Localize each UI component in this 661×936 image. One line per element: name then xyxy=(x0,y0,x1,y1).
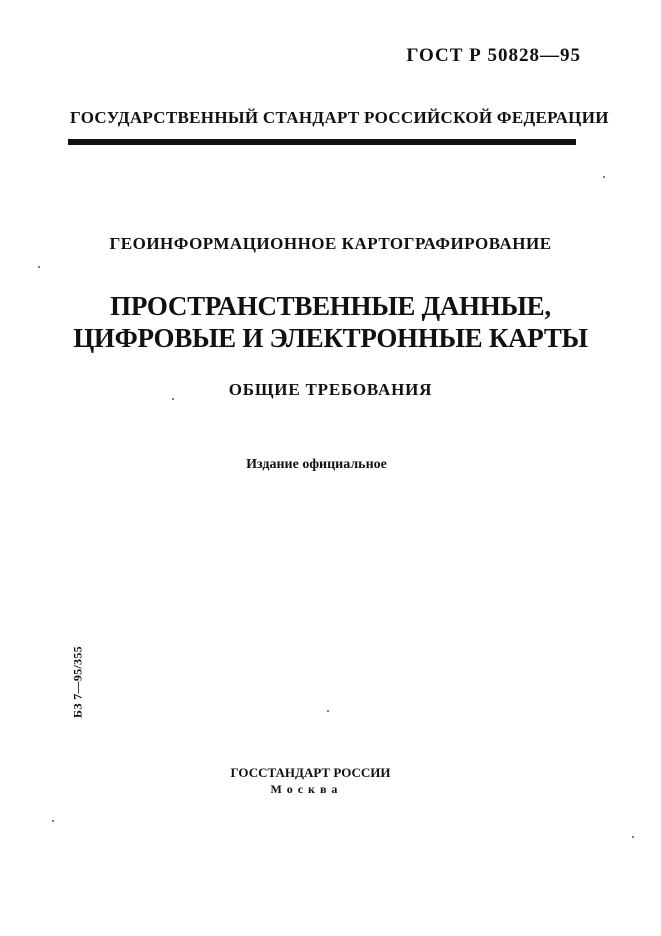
scan-speck xyxy=(172,398,174,400)
subtitle: ОБЩИЕ ТРЕБОВАНИЯ xyxy=(228,380,433,399)
series-title: ГЕОИНФОРМАЦИОННОЕ КАРТОГРАФИРОВАНИЕ xyxy=(109,234,552,253)
header-rule xyxy=(68,139,576,145)
scan-speck xyxy=(327,710,329,712)
edition-note: Издание официальное xyxy=(246,457,387,472)
publisher: ГОССТАНДАРТ РОССИИ xyxy=(230,765,391,780)
scan-speck xyxy=(603,176,605,178)
standard-header: ГОСУДАРСТВЕННЫЙ СТАНДАРТ РОССИЙСКОЙ ФЕДЕРАЦИИ xyxy=(70,108,609,127)
document-number: ГОСТ Р 50828—95 xyxy=(406,45,581,66)
main-title-line-2: ЦИФРОВЫЕ И ЭЛЕКТРОННЫЕ КАРТЫ xyxy=(73,323,588,353)
scan-speck xyxy=(52,820,54,822)
main-title xyxy=(0,290,661,354)
main-title-line-1: ПРОСТРАНСТВЕННЫЕ ДАННЫЕ, xyxy=(110,291,551,321)
publication-city: Москва xyxy=(270,782,343,796)
scan-speck xyxy=(38,266,40,268)
side-code: БЗ 7—95/355 xyxy=(70,646,85,718)
scan-speck xyxy=(632,836,634,838)
